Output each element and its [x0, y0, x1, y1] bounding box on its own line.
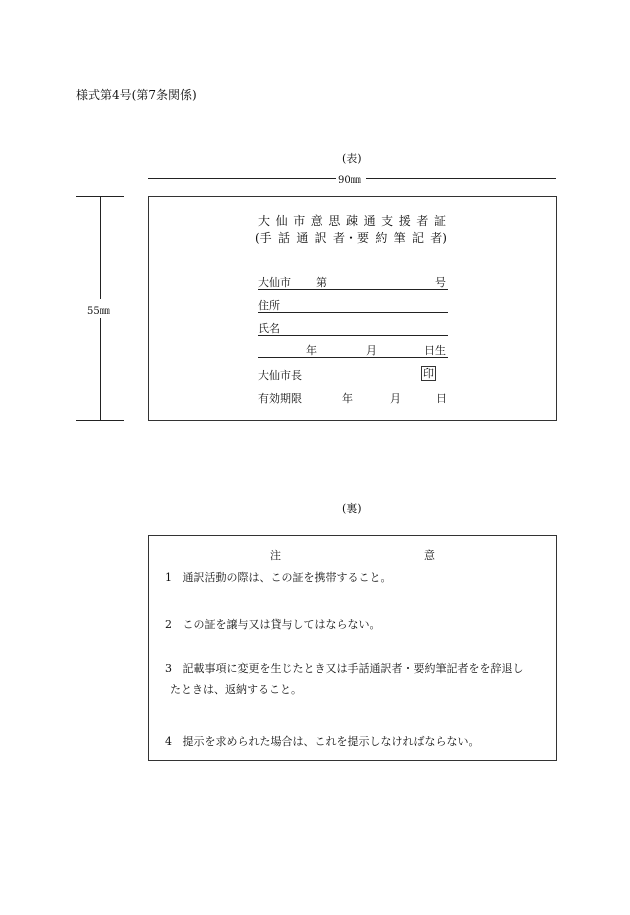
card-title: [258, 212, 446, 229]
title-char: 訳: [314, 231, 327, 245]
name-label: 氏名: [258, 322, 280, 335]
width-dimension-line-left: [148, 178, 336, 179]
height-dimension-bottom-tick: [76, 420, 124, 421]
notice-item-number: 3: [165, 662, 172, 675]
number-prefix: 大仙市: [258, 276, 291, 289]
title-char: 者: [416, 214, 429, 228]
name-underline: [258, 335, 448, 336]
birth-underline: [258, 357, 448, 358]
notice-item-number: 4: [165, 735, 172, 748]
title-char: 支: [381, 214, 394, 228]
birth-month-label: 月: [366, 344, 377, 357]
address-label: 住所: [258, 299, 280, 312]
notice-item: [165, 615, 381, 634]
notice-item-text: この証を譲与又は貸与してはならない。: [182, 618, 381, 631]
address-underline: [258, 312, 448, 313]
form-number-label: 様式第4号(第7条関係): [76, 88, 197, 102]
title-char: 市: [293, 214, 306, 228]
birth-day-label: 日生: [424, 344, 446, 357]
notice-item-number: 1: [165, 571, 172, 584]
title-char: 者): [430, 231, 447, 245]
title-char: 証: [433, 214, 446, 228]
title-char: 筆: [393, 231, 406, 245]
validity-label: 有効期限: [258, 392, 302, 405]
seal-label: 印: [423, 367, 434, 380]
number-underline: [258, 289, 448, 290]
title-char: 疎: [345, 214, 358, 228]
title-char: 大: [258, 214, 271, 228]
card-subtitle: [255, 229, 447, 246]
validity-month-label: 月: [390, 392, 401, 405]
title-char: (手: [255, 231, 272, 245]
title-char: 仙: [275, 214, 288, 228]
notice-item-text: 通訳活動の際は、この証を携帯すること。: [182, 571, 392, 584]
title-char: 思: [328, 214, 341, 228]
notice-item-number: 2: [165, 618, 172, 631]
mayor-label: 大仙市長: [258, 369, 302, 382]
title-char: 約: [375, 231, 388, 245]
width-dimension-label: 90㎜: [338, 175, 361, 186]
title-char: 通: [363, 214, 376, 228]
notice-item: [165, 732, 480, 751]
notice-item-text: 記載事項に変更を生じたとき又は手話通訳者・要約筆記者をを辞退し: [182, 662, 524, 675]
front-side-label: (表): [342, 152, 362, 165]
height-dimension-label: 55㎜: [87, 306, 110, 317]
title-char: 話: [278, 231, 291, 245]
notice-item-text: 提示を求められた場合は、これを提示しなければならない。: [182, 735, 480, 748]
notice-heading-left: 注: [270, 549, 281, 562]
title-char: 記: [411, 231, 424, 245]
notice-item: [165, 659, 524, 678]
seal-icon: [421, 366, 436, 381]
validity-year-label: 年: [342, 392, 353, 405]
birth-year-label: 年: [306, 344, 317, 357]
title-char: 通: [296, 231, 309, 245]
notice-heading-right: 意: [424, 549, 435, 562]
number-dai: 第: [316, 276, 327, 289]
back-side-label: (裏): [342, 502, 362, 515]
notice-item: [165, 568, 392, 587]
title-char: 者・要: [332, 231, 369, 245]
number-go: 号: [435, 276, 446, 289]
validity-day-label: 日: [436, 392, 447, 405]
title-char: 意: [310, 214, 323, 228]
notice-item-continuation: たときは、返納すること。: [170, 683, 302, 696]
height-dimension-line-lower: [100, 318, 101, 420]
width-dimension-line-right: [366, 178, 556, 179]
title-char: 援: [398, 214, 411, 228]
height-dimension-line-upper: [100, 196, 101, 299]
